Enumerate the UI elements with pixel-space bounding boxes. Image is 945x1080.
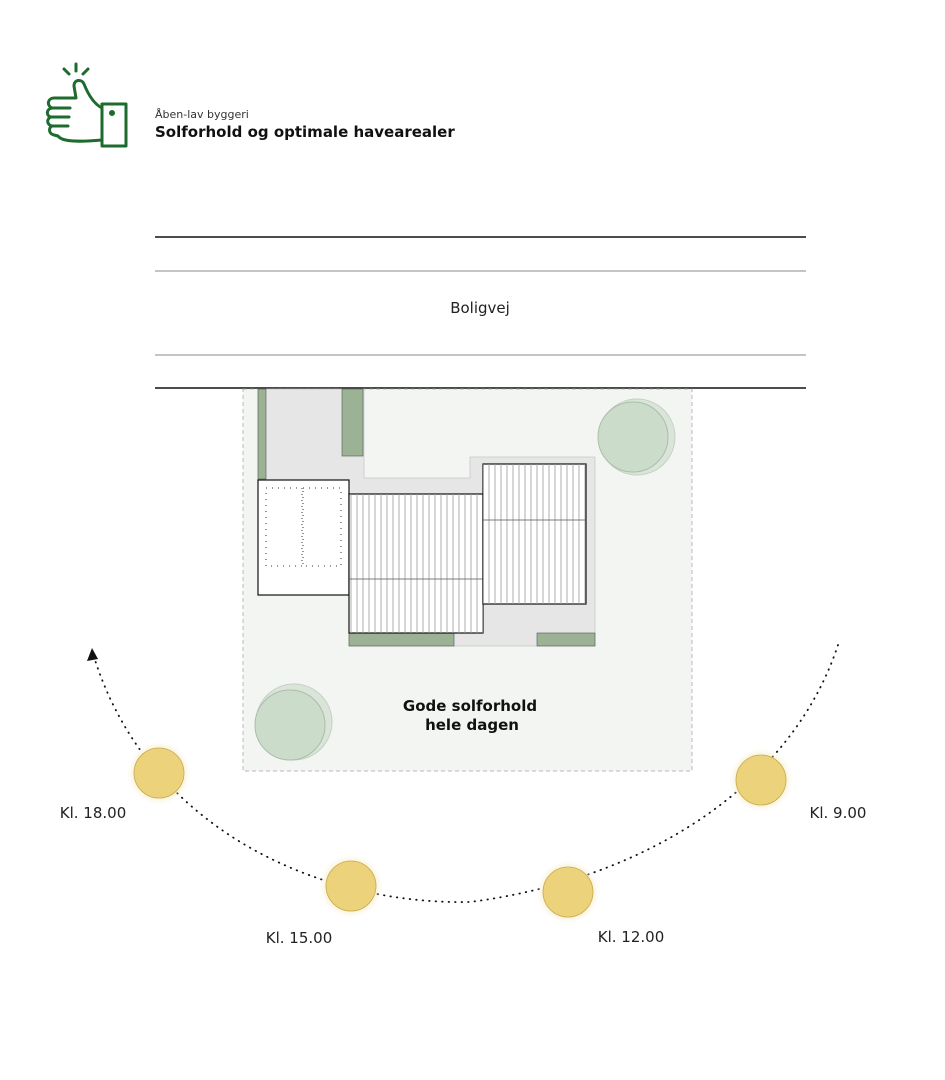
sun-note-line1: Gode solforhold	[402, 697, 538, 715]
roof-east	[483, 464, 586, 604]
hedge-south-right	[537, 633, 595, 646]
sun-time-label: Kl. 9.00	[809, 804, 867, 822]
page-subtitle: Åben-lav byggeri	[155, 108, 249, 121]
sun-time-label: Kl. 15.00	[265, 929, 333, 947]
sun-marker	[60, 741, 191, 822]
sun-path-arrow-icon	[87, 648, 98, 661]
tree-icon	[598, 399, 675, 475]
sun-marker	[729, 748, 866, 822]
road-label: Boligvej	[450, 299, 510, 317]
sun-time-label: Kl. 18.00	[59, 804, 127, 822]
sun-note-line2: hele dagen	[425, 716, 519, 734]
page-title: Solforhold og optimale havearealer	[155, 123, 455, 141]
sun-time-label: Kl. 12.00	[597, 928, 665, 946]
roof-west	[349, 494, 483, 633]
hedge-left	[258, 389, 266, 479]
sun-marker	[536, 860, 664, 946]
tree-icon	[255, 684, 332, 760]
hedge-south-left	[349, 633, 454, 646]
sun-marker	[266, 854, 383, 947]
carport	[258, 480, 349, 595]
road	[155, 237, 806, 388]
hedge-driveway	[342, 389, 363, 456]
